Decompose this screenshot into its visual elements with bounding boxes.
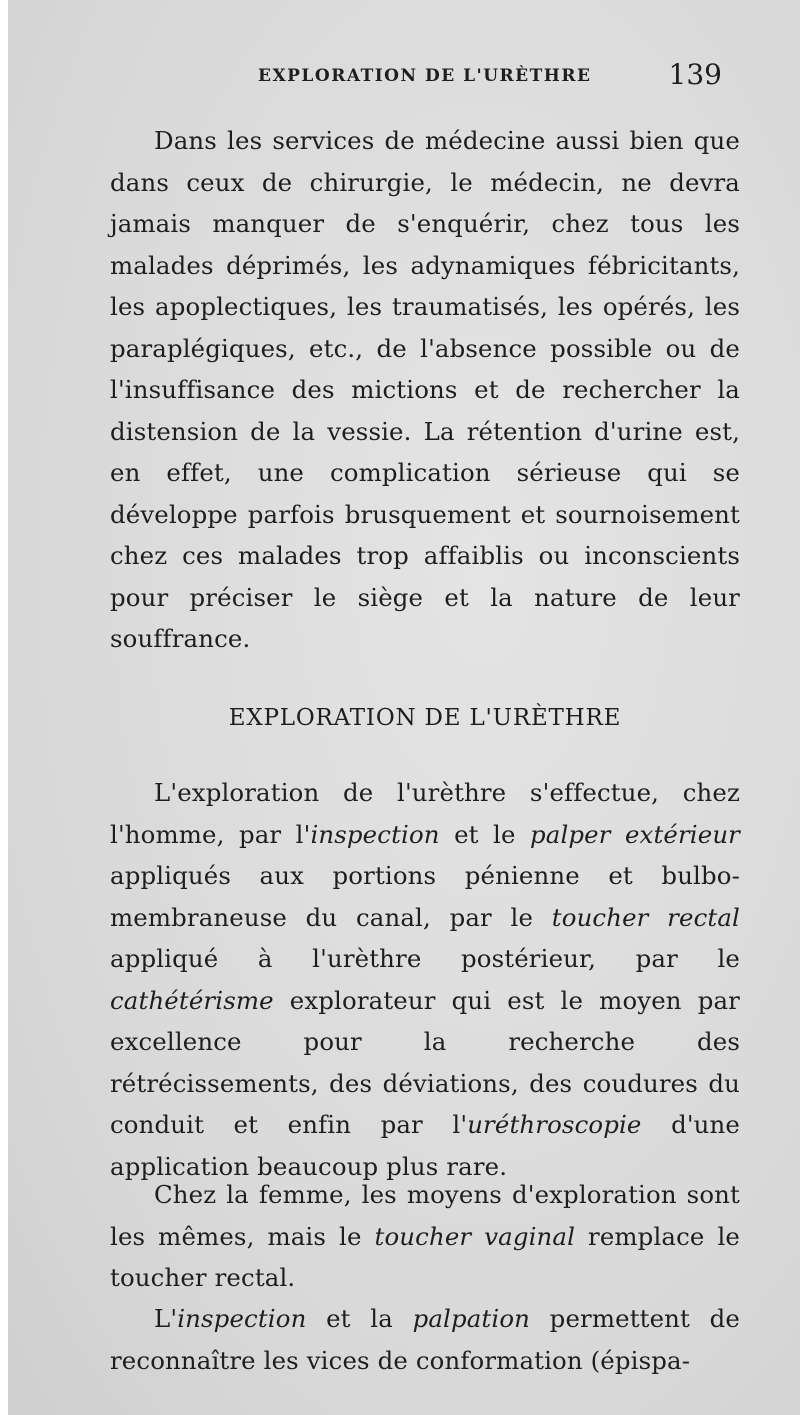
paragraph-2-text (110, 772, 740, 1187)
text-run: remplace le toucher rectal. (110, 1221, 740, 1292)
paragraph-1-text: Dans les services de médecine aussi bien que dans ceux de chirurgie, le médecin, ne devra jamais manquer de s'enquérir, chez tous les malades déprimés, les adynamiques fébricitants, les apoplectiques, les traumatisés, les opérés, les paraplégiques, etc., de l'absence possible ou de l'insuffisance des mictions et de rechercher la distension de la vessie. La rétention d'urine est, en effet, une complication sérieuse qui se développe parfois brusquement et sournoisement chez ces malades trop affaiblis ou inconscients pour préciser le siège et la nature de leur souffrance. (110, 126, 740, 653)
paragraph-4 (110, 1298, 740, 1381)
italic-term-urethroscopie: uréthroscopie (467, 1110, 642, 1139)
text-run: d'une application beaucoup plus rare. (110, 1110, 740, 1181)
italic-term-inspection: inspection (177, 1304, 307, 1333)
italic-term-toucher-vaginal: toucher vaginal (374, 1221, 576, 1251)
text-run: et la (306, 1304, 413, 1333)
paragraph-1 (110, 120, 740, 660)
page-number: 139 (668, 58, 722, 91)
book-page (8, 0, 800, 1415)
text-run: L' (154, 1304, 178, 1333)
paragraph-3-text (110, 1174, 740, 1299)
text-run: appliqués aux portions pénienne et bulbo-membraneuse du canal, par le (110, 861, 740, 932)
italic-term-palper: palper extérieur (529, 819, 740, 849)
text-run: et le (439, 819, 530, 849)
paragraph-2 (110, 772, 740, 1187)
text-run: permettent de reconnaître les vices de conformation (épispa- (110, 1304, 740, 1375)
text-run: L'exploration de l'urèthre s'effectue, chez l'homme, par l' (110, 778, 740, 849)
italic-term-palpation: palpation (412, 1304, 531, 1333)
paragraph-3 (110, 1174, 740, 1299)
italic-term-toucher-rectal: toucher rectal (551, 902, 740, 932)
text-run: appliqué à l'urèthre postérieur, par le (110, 944, 740, 973)
italic-term-catheterisme: cathétérisme (110, 985, 274, 1015)
text-run: Chez la femme, les moyens d'exploration sont les mêmes, mais le (110, 1180, 740, 1251)
section-heading: EXPLORATION DE L'URÈTHRE (228, 705, 622, 731)
italic-term-inspection: inspection (310, 819, 440, 849)
running-title: EXPLORATION DE L'URÈTHRE (258, 66, 592, 86)
paragraph-4-text (110, 1298, 740, 1381)
text-run: explorateur qui est le moyen par excellence pour la recherche des rétrécissements, des déviations, des coudures du conduit et enfin par l' (110, 985, 740, 1139)
